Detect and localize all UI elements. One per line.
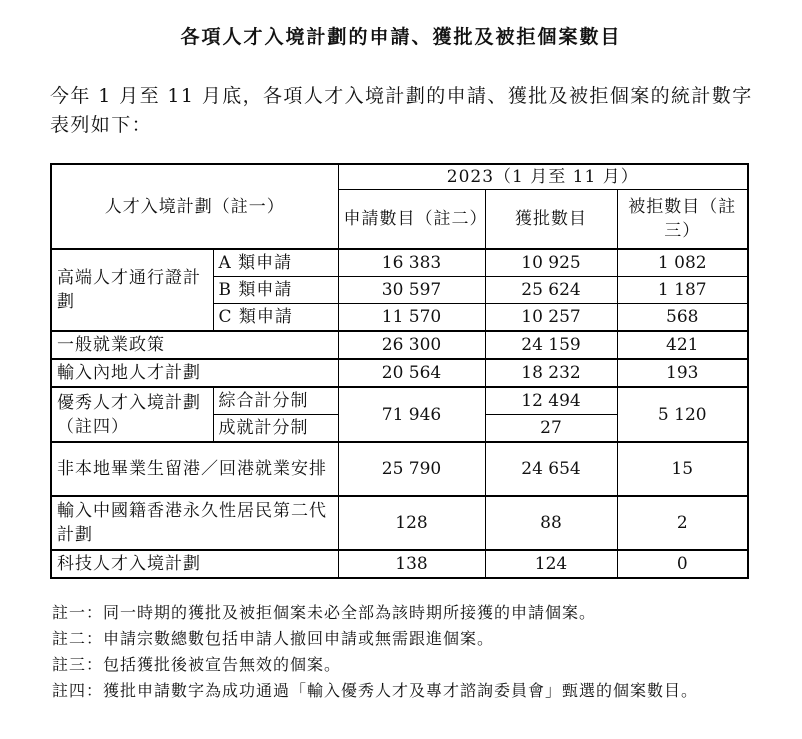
- technology-talent-label: 科技人才入境計劃: [51, 550, 338, 578]
- approved-cell: 10 925: [485, 249, 617, 277]
- applications-cell: 20 564: [338, 359, 485, 387]
- intro-paragraph: 今年 1 月至 11 月底，各項人才入境計劃的申請、獲批及被拒個案的統計數字表列如下：: [50, 85, 753, 136]
- notes-section: [52, 600, 762, 704]
- row-sub-label: C 類申請: [213, 304, 338, 332]
- note-1: [52, 600, 762, 626]
- non-local-grads-label: 非本地畢業生留港／回港就業安排: [51, 442, 338, 496]
- approved-cell: 24 654: [485, 442, 617, 496]
- note-2: [52, 626, 762, 652]
- row-sub-label: A 類申請: [213, 249, 338, 277]
- table-row: [51, 496, 748, 550]
- approved-cell: 88: [485, 496, 617, 550]
- refused-header: 被拒數目（註三）: [617, 190, 748, 250]
- second-generation-label: 輸入中國籍香港永久性居民第二代計劃: [51, 496, 338, 550]
- refused-cell: 5 120: [617, 387, 748, 442]
- applications-cell: 25 790: [338, 442, 485, 496]
- approved-cell: 24 159: [485, 331, 617, 359]
- note-label: 註三：: [52, 655, 104, 674]
- applications-cell: 26 300: [338, 331, 485, 359]
- general-employment-label: 一般就業政策: [51, 331, 338, 359]
- applications-cell: 11 570: [338, 304, 485, 332]
- note-text: 包括獲批後被宣告無效的個案。: [103, 655, 342, 674]
- applications-cell: 16 383: [338, 249, 485, 277]
- refused-cell: 0: [617, 550, 748, 578]
- note-label: 註一：: [52, 603, 104, 622]
- refused-cell: 568: [617, 304, 748, 332]
- applications-cell: 138: [338, 550, 485, 578]
- table-row: [51, 331, 748, 359]
- note-4: [52, 678, 762, 704]
- approved-cell: 12 494: [485, 387, 617, 415]
- table-row: [51, 387, 748, 415]
- approved-cell: 124: [485, 550, 617, 578]
- table-row: [51, 550, 748, 578]
- refused-cell: 193: [617, 359, 748, 387]
- note-3: [52, 652, 762, 678]
- applications-cell: 128: [338, 496, 485, 550]
- table-row: [51, 442, 748, 496]
- applications-cell: 30 597: [338, 277, 485, 304]
- row-sub-label: 成就計分制: [213, 415, 338, 443]
- header-row-1: [51, 164, 748, 190]
- applications-header: 申請數目（註二）: [338, 190, 485, 250]
- row-sub-label: B 類申請: [213, 277, 338, 304]
- talent-schemes-table: [50, 163, 749, 579]
- row-sub-label: 綜合計分制: [213, 387, 338, 415]
- refused-cell: 421: [617, 331, 748, 359]
- note-label: 註二：: [52, 629, 104, 648]
- period-header: 2023（1 月至 11 月）: [338, 164, 748, 190]
- refused-cell: 2: [617, 496, 748, 550]
- approved-cell: 18 232: [485, 359, 617, 387]
- note-text: 獲批申請數字為成功通過「輸入優秀人才及專才諮詢委員會」甄選的個案數目。: [103, 681, 699, 700]
- refused-cell: 1 187: [617, 277, 748, 304]
- approved-cell: 10 257: [485, 304, 617, 332]
- note-text: 申請宗數總數包括申請人撤回申請或無需跟進個案。: [103, 629, 495, 648]
- approved-cell: 27: [485, 415, 617, 443]
- hk-talent-label: 高端人才通行證計劃: [51, 249, 213, 331]
- applications-cell: 71 946: [338, 387, 485, 442]
- mainland-talents-label: 輸入內地人才計劃: [51, 359, 338, 387]
- table-row: [51, 359, 748, 387]
- note-text: 同一時期的獲批及被拒個案未必全部為該時期所接獲的申請個案。: [103, 603, 597, 622]
- refused-cell: 1 082: [617, 249, 748, 277]
- table-row: [51, 249, 748, 277]
- approved-header: 獲批數目: [485, 190, 617, 250]
- quality-migrant-label: 優秀人才入境計劃（註四）: [51, 387, 213, 442]
- page-title: 各項人才入境計劃的申請、獲批及被拒個案數目: [180, 26, 622, 48]
- note-label: 註四：: [52, 681, 104, 700]
- approved-cell: 25 624: [485, 277, 617, 304]
- scheme-header: 人才入境計劃（註一）: [51, 164, 338, 249]
- refused-cell: 15: [617, 442, 748, 496]
